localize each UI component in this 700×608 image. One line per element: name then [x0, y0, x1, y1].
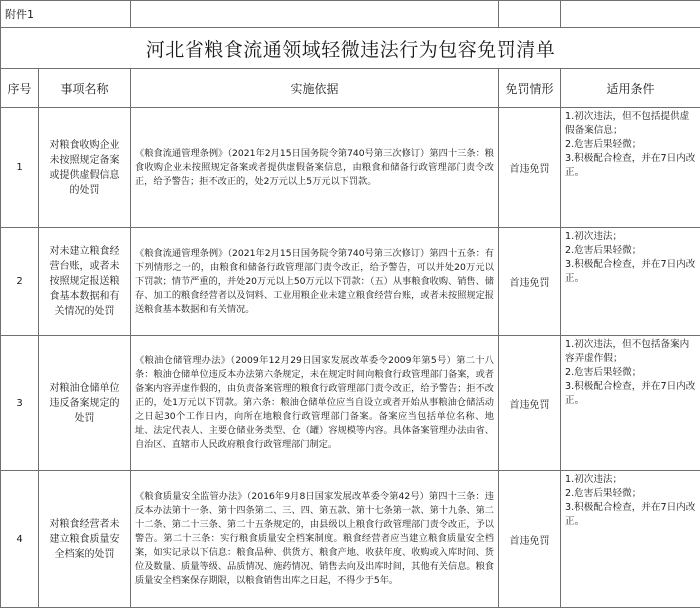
condition-line: 1.初次违法； — [565, 473, 696, 487]
header-index: 序号 — [1, 69, 39, 108]
condition-line: 2.危害后果轻微； — [565, 244, 696, 258]
row-name: 对粮油仓储单位违反备案规定的处罚 — [39, 336, 131, 471]
row-name: 对粮食经营者未建立粮食质量安全档案的处罚 — [39, 471, 131, 608]
header-exempt: 免罚情形 — [499, 69, 561, 108]
row-conditions — [561, 228, 700, 336]
table-row — [1, 336, 700, 471]
title-row — [1, 28, 700, 69]
row-index: 1 — [1, 108, 39, 228]
annex-row — [1, 1, 700, 28]
row-index: 3 — [1, 336, 39, 471]
row-name: 对粮食收购企业未按照规定备案或提供虚假信息的处罚 — [39, 108, 131, 228]
row-exempt: 首违免罚 — [499, 336, 561, 471]
table-row — [1, 471, 700, 608]
condition-line: 1.初次违法，但不包括备案内容弄虚作假； — [565, 338, 696, 366]
row-exempt: 首违免罚 — [499, 471, 561, 608]
table-row — [1, 228, 700, 336]
row-exempt: 首违免罚 — [499, 228, 561, 336]
header-name: 事项名称 — [39, 69, 131, 108]
empty-cell — [561, 1, 700, 28]
row-index: 2 — [1, 228, 39, 336]
header-basis: 实施依据 — [131, 69, 499, 108]
row-conditions — [561, 336, 700, 471]
empty-cell — [131, 1, 499, 28]
condition-line: 2.危害后果轻微； — [565, 366, 696, 380]
condition-line: 3.积极配合检查，并在7日内改正。 — [565, 152, 696, 180]
condition-line: 2.危害后果轻微； — [565, 138, 696, 152]
condition-line: 3.积极配合检查，并在7日内改正。 — [565, 258, 696, 286]
header-conditions: 适用条件 — [561, 69, 700, 108]
condition-line: 3.积极配合检查，并在7日内改正。 — [565, 501, 696, 529]
condition-line: 3.积极配合检查，并在7日内改正。 — [565, 380, 696, 408]
row-exempt: 首违免罚 — [499, 108, 561, 228]
header-row — [1, 69, 700, 108]
row-basis: 《粮油仓储管理办法》（2009年12月29日国家发展改革委令2009年第5号）第二十八条：粮油仓储单位违反本办法第六条规定，未在规定时间向粮食行政管理部门备案，或者备案内容弄虚作假的，由负责备案管理的粮食行政管理部门责令改正，给予警告；拒不改正的，处1万元以下罚款。第六条：粮油仓储单位应当自设立或者开始从事粮油仓储活动之日起30个工作日内，向所在地粮食行政管理部门备案。备案应当包括单位名称、地址、法定代表人、主要仓储业务类型、仓（罐）容规模等内容。具体备案管理办法由省、自治区、直辖市人民政府粮食行政管理部门制定。 — [131, 336, 499, 471]
row-basis: 《粮食流通管理条例》（2021年2月15日国务院令第740号第三次修订）第四十五条：有下列情形之一的，由粮食和储备行政管理部门责令改正，给予警告，可以并处20万元以下罚款；情节严重的，并处20万元以上50万元以下罚款：（五）从事粮食收购、销售、储存、加工的粮食经营者以及饲料、工业用粮企业未建立粮食经营台账，或者未按照规定报送粮食基本数据和有关情况。 — [131, 228, 499, 336]
row-conditions — [561, 108, 700, 228]
empty-cell — [499, 1, 561, 28]
row-index: 4 — [1, 471, 39, 608]
page-title: 河北省粮食流通领域轻微违法行为包容免罚清单 — [1, 28, 700, 69]
row-basis: 《粮食质量安全监管办法》（2016年9月8日国家发展改革委令第42号）第四十三条：违反本办法第十一条、第十四条第二、三、四、第五款、第十七条第一款、第十九条、第二十二条、第二十三条、第二十五条规定的，由县级以上粮食行政管理部门责令改正，予以警告。第二十三条：实行粮食质量安全档案制度。粮食经营者应当建立粮食质量安全档案，如实记录以下信息：粮食品种、供货方、粮食产地、收获年度、收购或入库时间、货位及数量、质量等级、品质情况、施药情况、销售去向及出库时间，其他有关信息。粮食质量安全档案保存期限，以粮食销售出库之日起，不得少于5年。 — [131, 471, 499, 608]
condition-line: 1.初次违法，但不包括提供虚假备案信息； — [565, 110, 696, 138]
row-name: 对未建立粮食经营台账，或者未按照规定报送粮食基本数据和有关情况的处罚 — [39, 228, 131, 336]
condition-line: 2.危害后果轻微； — [565, 487, 696, 501]
row-conditions — [561, 471, 700, 608]
annex-label: 附件1 — [1, 1, 131, 28]
table-row — [1, 108, 700, 228]
row-basis: 《粮食流通管理条例》（2021年2月15日国务院令第740号第三次修订）第四十三条：粮食收购企业未按照规定备案或者提供虚假备案信息，由粮食和储备行政管理部门责令改正，给予警告；拒不改正的，处2万元以上5万元以下罚款。 — [131, 108, 499, 228]
condition-line: 1.初次违法； — [565, 230, 696, 244]
